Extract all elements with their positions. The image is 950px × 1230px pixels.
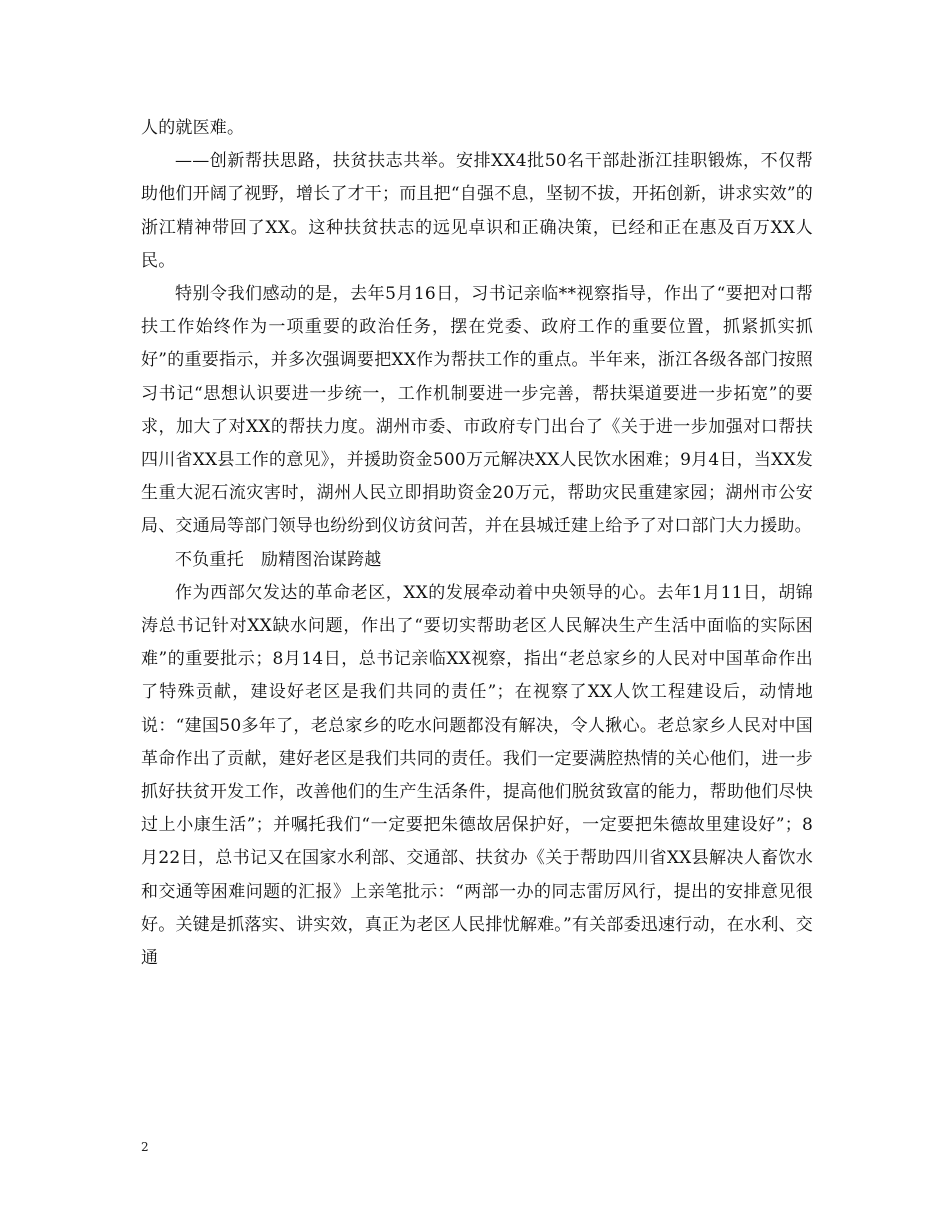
paragraph-2: ——创新帮扶思路，扶贫扶志共举。安排XX4批50名干部赴浙江挂职锻炼，不仅帮助他们开阔了视野，增长了才干；而且把“自强不息，坚韧不拔，开拓创新，讲求实效”的浙江精神带回了XX。这种扶贫扶志的远见卓识和正确决策，已经和正在惠及百万XX人民。 [141,151,813,271]
paragraph-3: 特别令我们感动的是，去年5月16日，习书记亲临**视察指导，作出了“要把对口帮扶工作始终作为一项重要的政治任务，摆在党委、政府工作的重要位置，抓紧抓实抓好”的重要指示，并多次强调要把XX作为帮扶工作的重点。半年来，浙江各级各部门按照习书记“思想认识要进一步统一，工作机制要进一步完善，帮扶渠道要进一步拓宽”的要求，加大了对XX的帮扶力度。湖州市委、市政府专门出台了《关于进一步加强对口帮扶四川省XX县工作的意见》，并援助资金500万元解决XX人民饮水困难；9月4日，当XX发生重大泥石流灾害时，湖州人民立即捐助资金20万元，帮助灾民重建家园；湖州市公安局、交通局等部门领导也纷纷到仪访贫问苦，并在县城迁建上给予了对口部门大力援助。 [141,284,813,537]
document-body [141,112,813,975]
page-number: 2 [141,1140,149,1154]
paragraph-5: 作为西部欠发达的革命老区，XX的发展牵动着中央领导的心。去年1月11日，胡锦涛总书记针对XX缺水问题，作出了“要切实帮助老区人民解决生产生活中面临的实际困难”的重要批示；8月14日，总书记亲临XX视察，指出“老总家乡的人民对中国革命作出了特殊贡献，建设好老区是我们共同的责任”；在视察了XX人饮工程建设后，动情地说：“建国50多年了，老总家乡的吃水问题都没有解决，令人揪心。老总家乡人民对中国革命作出了贡献，建好老区是我们共同的责任。我们一定要满腔热情的关心他们，进一步抓好扶贫开发工作，改善他们的生产生活条件，提高他们脱贫致富的能力，帮助他们尽快过上小康生活”；并嘱托我们“一定要把朱德故居保护好，一定要把朱德故里建设好”；8月22日，总书记又在国家水利部、交通部、扶贫办《关于帮助四川省XX县解决人畜饮水和交通等困难问题的汇报》上亲笔批示：“两部一办的同志雷厉风行，提出的安排意见很好。关键是抓落实、讲实效，真正为老区人民排忧解难。”有关部委迅速行动，在水利、交通 [141,582,813,969]
paragraph-1: 人的就医难。 [141,118,245,138]
section-heading: 不负重托 励精图治谋跨越 [175,549,382,570]
